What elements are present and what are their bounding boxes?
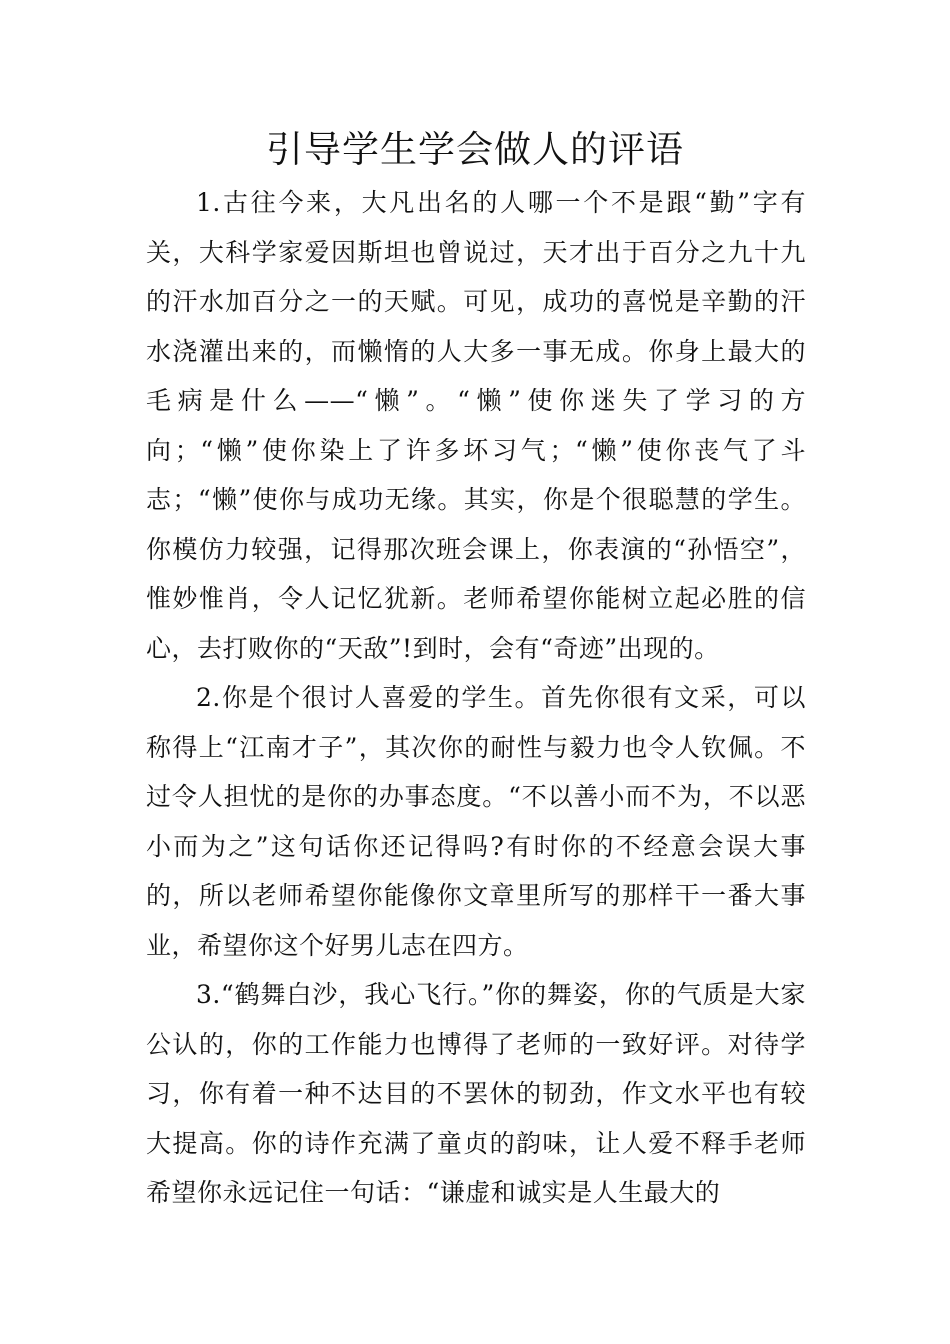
paragraph-2: 2.你是个很讨人喜爱的学生。首先你很有文采，可以称得上“江南才子”，其次你的耐性与毅力也令人钦佩。不过令人担忧的是你的办事态度。“不以善小而不为，不以恶小而为之”这句话你还记得吗?有时你的不经意会误大事的，所以老师希望你能像你文章里所写的那样干一番大事业，希望你这个好男儿志在四方。 xyxy=(146,683,806,960)
paragraph-1: 1.古往今来，大凡出名的人哪一个不是跟“勤”字有关，大科学家爱因斯坦也曾说过，天才出于百分之九十九的汗水加百分之一的天赋。可见，成功的喜悦是辛勤的汗水浇灌出来的，而懒惰的人大多一事无成。你身上最大的毛病是什么——“懒”。“懒”使你迷失了学习的方向；“懒”使你染上了许多坏习气；“懒”使你丧气了斗志；“懒”使你与成功无缘。其实，你是个很聪慧的学生。你模仿力较强，记得那次班会课上，你表演的“孙悟空”，惟妙惟肖，令人记忆犹新。老师希望你能树立起必胜的信心，去打败你的“天敌”!到时，会有“奇迹”出现的。 xyxy=(146,188,806,663)
document-body xyxy=(146,178,806,1218)
document-title: 引导学生学会做人的评语 xyxy=(266,128,684,171)
paragraph-3: 3.“鹤舞白沙，我心飞行。”你的舞姿，你的气质是大家公认的，你的工作能力也博得了老师的一致好评。对待学习，你有着一种不达目的不罢休的韧劲，作文水平也有较大提高。你的诗作充满了童贞的韵味，让人爱不释手老师希望你永远记住一句话：“谦虚和诚实是人生最大的 xyxy=(146,980,806,1207)
